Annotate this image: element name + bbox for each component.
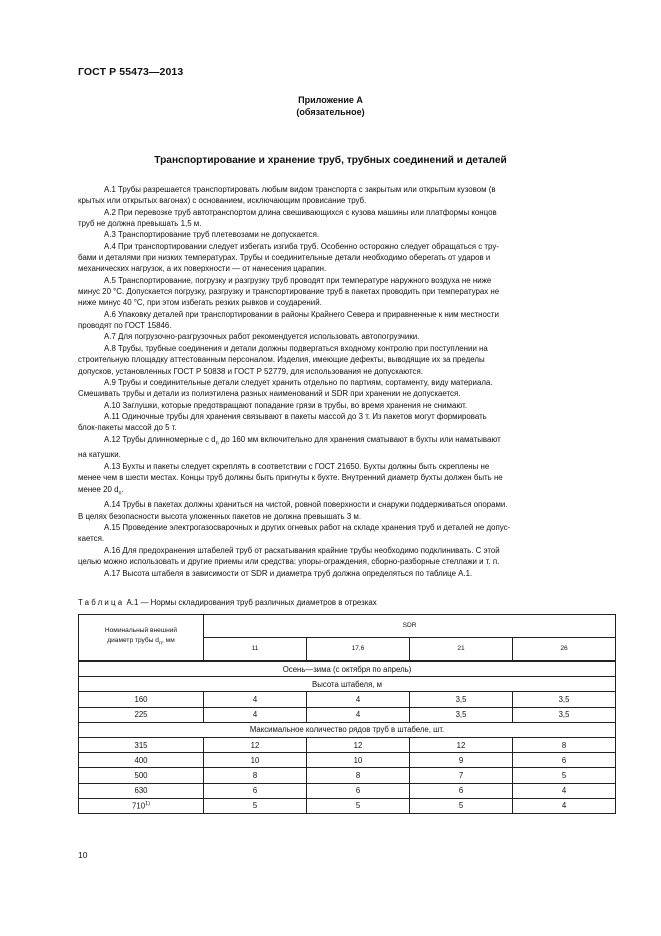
body-text <box>78 184 615 579</box>
value-cell: 12 <box>307 737 410 752</box>
value-cell: 5 <box>307 798 410 813</box>
paragraph-line: А.12 Трубы длинномерные с $d_n$ до 160 мм включительно для хранения сматывают в бухты или наматывают <box>104 434 501 447</box>
paragraph-line: допусков, установленных ГОСТ Р 50838 и ГОСТ Р 52779, для использования не допускаются. <box>78 366 423 376</box>
value-cell: 4 <box>204 707 307 722</box>
storage-norms-table <box>78 614 616 814</box>
paragraph-line: минус 20 °С. Допускается погрузку, разгрузку и транспортирование труб в пакетах проводить при температурах не <box>78 287 500 297</box>
diameter-cell: 315 <box>79 737 204 752</box>
paragraph-line: менее чем в шести местах. Концы труб должны быть пригнуты к бухте. Внутренний диаметр бухты должен быть не <box>78 473 503 483</box>
value-cell: 3,5 <box>513 707 616 722</box>
value-cell: 4 <box>204 692 307 707</box>
paragraph-line: блок-пакеты массой до 5 т. <box>78 423 177 433</box>
table-row <box>79 753 616 768</box>
value-cell: 10 <box>204 753 307 768</box>
value-cell: 5 <box>410 798 513 813</box>
sdr-header: SDR <box>204 615 616 638</box>
value-cell: 3,5 <box>410 692 513 707</box>
diameter-cell: 500 <box>79 768 204 783</box>
paragraph-line: А.10 Заглушки, которые предотвращают попадание грязи в трубы, во время хранения не снимают. <box>104 400 468 410</box>
value-cell: 10 <box>307 753 410 768</box>
paragraph-line: А.4 При транспортировании следует избегать изгиба труб. Особенно осторожно следует обращаться с тру- <box>104 241 499 251</box>
value-cell: 8 <box>204 768 307 783</box>
paragraph-line: А.17 Высота штабеля в зависимости от SDR и диаметра труб должна определяться по таблице А.1. <box>104 568 473 578</box>
paragraph-line: целью можно использовать и другие приемы или средства: упоры-ограждения, сборно-разборные стеллажи и т. п. <box>78 557 500 567</box>
value-cell: 4 <box>513 798 616 813</box>
value-cell: 5 <box>204 798 307 813</box>
paragraph-line: А.14 Трубы в пакетах должны храниться на чистой, ровной поверхности и снаружи поддерживаться опорами. <box>104 500 508 510</box>
paragraph-line: А.6 Упаковку деталей при транспортировании в районы Крайнего Севера и приравненные к ним местности <box>104 309 499 319</box>
season-row: Осень—зима (с октября по апрель) <box>79 661 616 677</box>
value-cell: 6 <box>204 783 307 798</box>
table-row <box>79 737 616 752</box>
standard-header: ГОСТ Р 55473—2013 <box>78 66 184 78</box>
table-caption <box>78 598 377 607</box>
table-row <box>79 692 616 707</box>
table-row <box>79 798 616 813</box>
paragraph-line: В целях безопасности высота уложенных пакетов не должна превышать 3 м. <box>78 511 362 521</box>
value-cell: 6 <box>410 783 513 798</box>
paragraph-line: А.13 Бухты и пакеты следует скреплять в соответствии с ГОСТ 21650. Бухты должны быть скреплены не <box>104 461 490 471</box>
paragraph-line: механических нагрузок, а их поверхности — от нанесения царапин. <box>78 264 327 274</box>
value-cell: 8 <box>307 768 410 783</box>
value-cell: 8 <box>513 737 616 752</box>
diameter-header: Номинальный внешний диаметр трубы $d_n$, мм <box>79 615 204 662</box>
paragraph-line: кается. <box>78 534 105 544</box>
paragraph-line: А.16 Для предохранения штабелей труб от раскатывания крайние трубы необходимо подклинивать. С этой <box>104 545 500 555</box>
paragraph-line: труб не должна превышать 1,5 м. <box>78 219 202 229</box>
table-row <box>79 707 616 722</box>
value-cell: 5 <box>513 768 616 783</box>
paragraph-line: крытых или открытых вагонах) с основанием, исключающим провисание труб. <box>78 196 367 206</box>
diameter-cell: 400 <box>79 753 204 768</box>
paragraph-line: А.8 Трубы, трубные соединения и детали должны подвергаться входному контролю при поступлении на <box>104 343 488 353</box>
value-cell: 7 <box>410 768 513 783</box>
paragraph-line: А.7 Для погрузочно-разгрузочных работ рекомендуется использовать автопогрузчики. <box>104 332 420 342</box>
paragraph-line: А.11 Одиночные трубы для хранения связывают в пакеты массой до 3 т. Из пакетов могут формировать <box>104 411 487 421</box>
sdr-value: 21 <box>410 638 513 662</box>
value-cell: 6 <box>307 783 410 798</box>
paragraph-line: А.1 Трубы разрешается транспортировать любым видом транспорта с закрытым или открытым кузовом (в <box>104 185 496 194</box>
rows-label-row: Максимальное количество рядов труб в штабеле, шт. <box>79 722 616 737</box>
paragraph-line: Смешивать трубы и детали из полиэтилена разных наименований и SDR при хранении не допускается. <box>78 389 461 399</box>
value-cell: 12 <box>204 737 307 752</box>
value-cell: 9 <box>410 753 513 768</box>
paragraph-line: бами и деталями при низких температурах. Трубы и соединительные детали необходимо оберегать от ударов и <box>78 253 491 263</box>
section-title: Транспортирование и хранение труб, трубных соединений и деталей <box>154 155 507 166</box>
paragraph-line: А.5 Транспортирование, погрузку и разгрузку труб проводят при температуре наружного воздуха не ниже <box>104 275 492 285</box>
table-caption-word: Таблица <box>78 598 125 607</box>
paragraph-line: проводят по ГОСТ 15846. <box>78 321 172 331</box>
paragraph-line: А.2 При перевозке труб автотранспортом длина свешивающихся с кузова машины или платформы концов <box>104 207 497 217</box>
paragraph-line: ниже минус 40 °С, при этом избегать резких рывков и соударений. <box>78 298 322 308</box>
diameter-cell: 225 <box>79 707 204 722</box>
value-cell: 6 <box>513 753 616 768</box>
page-number: 10 <box>78 850 88 860</box>
annex-status: (обязательное) <box>296 107 365 117</box>
paragraph-line: А.3 Транспортирование труб плетевозами не допускается. <box>104 230 320 240</box>
paragraph-line: А.9 Трубы и соединительные детали следует хранить отдельно по партиям, сортаменту, виду материала. <box>104 377 493 387</box>
annex-title: Приложение А <box>298 95 363 105</box>
diameter-cell: 160 <box>79 692 204 707</box>
paragraph-line: А.15 Проведение электрогазосварочных и других огневых работ на складе хранения труб и деталей не допус- <box>104 523 511 533</box>
value-cell: 12 <box>410 737 513 752</box>
diameter-cell: 630 <box>79 783 204 798</box>
sdr-value: 17,6 <box>307 638 410 662</box>
sdr-value: 26 <box>513 638 616 662</box>
value-cell: 3,5 <box>513 692 616 707</box>
sdr-value: 11 <box>204 638 307 662</box>
diameter-cell: 710$^{1)}$ <box>79 798 204 813</box>
value-cell: 4 <box>307 707 410 722</box>
paragraph-line: строительную площадку аттестованным персоналом. Изделия, имеющие дефекты, выводящие их за пределы <box>78 355 485 365</box>
table-row <box>79 783 616 798</box>
value-cell: 4 <box>513 783 616 798</box>
value-cell: 4 <box>307 692 410 707</box>
paragraph-line: на катушки. <box>78 450 121 460</box>
paragraph-line: менее 20 $d_n$. <box>78 484 124 497</box>
table-caption-text: А.1 — Нормы складирования труб различных диаметров в отрезках <box>124 598 377 607</box>
value-cell: 3,5 <box>410 707 513 722</box>
table-row <box>79 768 616 783</box>
height-label-row: Высота штабеля, м <box>79 677 616 692</box>
